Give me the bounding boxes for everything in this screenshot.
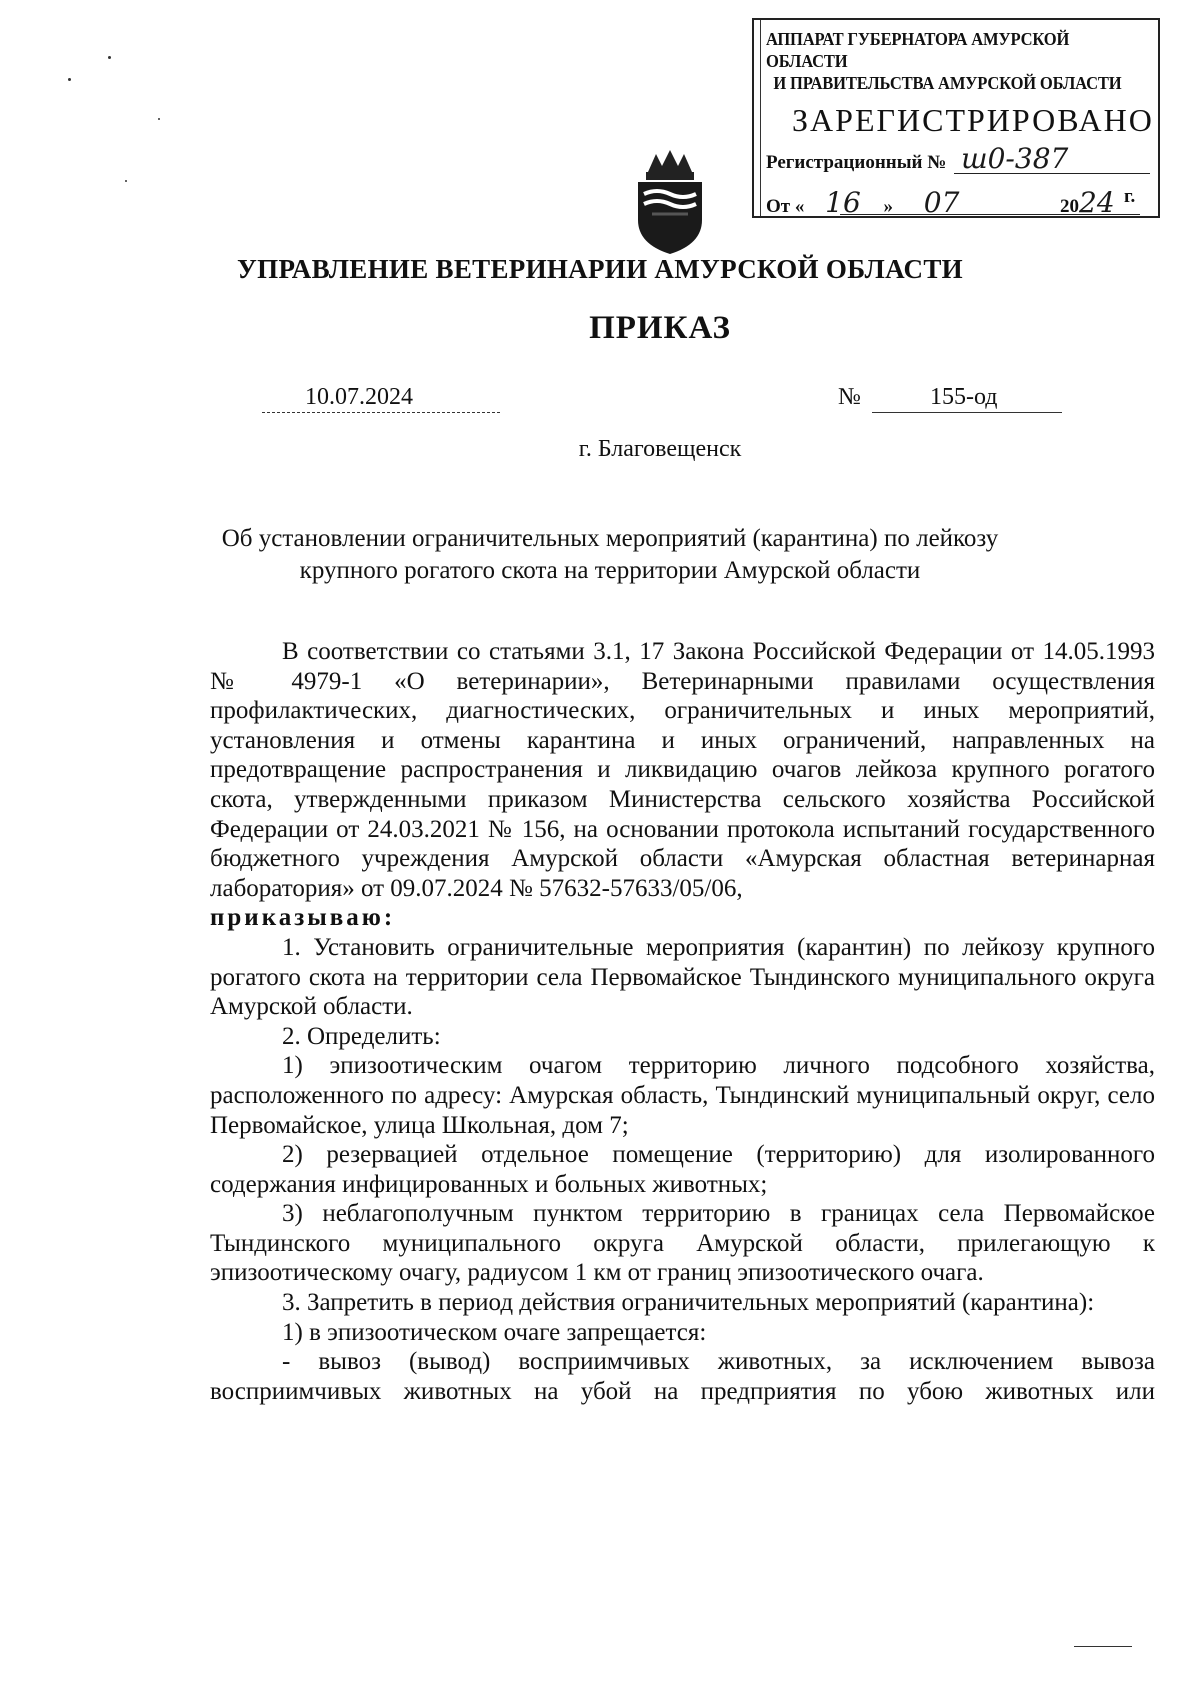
order-directive: приказываю:	[210, 904, 396, 932]
stamp-reg-row	[766, 142, 1068, 175]
number-sign: №	[838, 384, 861, 410]
item-2-1: 1) эпизоотическим очагом территорию личного подсобного хозяйства, расположенного по адресу: Амурская область, Тындинский муниципальный округ, село Первомайское, улица Школьная, дом 7;	[210, 1052, 1155, 1139]
preamble-paragraph: В соответствии со статьями 3.1, 17 Закона Российской Федерации от 14.05.1993 № 4979-1 «О ветеринарии», Ветеринарными правилами осуществления профилактических, диагностических, ограничительных и иных мероприятий, установления и отмены карантина и иных ограничений, направленных на предотвращение распространения и ликвидацию очагов лейкоза крупного рогатого скота, утвержденными приказом Министерства сельского хозяйства Российской Федерации от 24.03.2021 № 156, на основании протокола испытаний государственного бюджетного учреждения Амурской области «Амурская областная ветеринарная лаборатория» от 09.07.2024 № 57632-57633/05/06,	[210, 638, 1155, 902]
date-underline	[262, 412, 500, 413]
coat-of-arms-icon	[628, 148, 712, 256]
page-footer-line	[1074, 1646, 1132, 1647]
stamp-org-line2: И ПРАВИТЕЛЬСТВА АМУРСКОЙ ОБЛАСТИ	[773, 73, 1122, 93]
subject-line1: Об установлении ограничительных мероприятий (карантина) по лейкозу	[221, 525, 999, 552]
speck	[158, 118, 160, 120]
city: г. Благовещенск	[578, 436, 742, 462]
order-date: 10.07.2024	[305, 384, 413, 410]
item-2-2: 2) резервацией отдельное помещение (территорию) для изолированного содержания инфицированных и больных животных;	[210, 1141, 1155, 1198]
stamp-reg-number: ш0-387	[961, 142, 1069, 175]
stamp-org-line1: АППАРАТ ГУБЕРНАТОРА АМУРСКОЙ ОБЛАСТИ	[766, 29, 1070, 71]
stamp-year-unit: г.	[1124, 186, 1136, 207]
order-number: 155-од	[930, 384, 998, 410]
agency-heading: УПРАВЛЕНИЕ ВЕТЕРИНАРИИ АМУРСКОЙ ОБЛАСТИ	[237, 254, 963, 284]
item-2: 2. Определить:	[282, 1022, 441, 1050]
stamp-reg-underline	[954, 173, 1150, 174]
subject-line2: крупного рогатого скота на территории Амурской области	[299, 557, 921, 584]
stamp-day-close: »	[883, 196, 894, 217]
item-1: 1. Установить ограничительные мероприятия (карантин) по лейкозу крупного рогатого скота на территории села Первомайское Тындинского муниципального округа Амурской области.	[210, 933, 1155, 1021]
order-body	[210, 637, 1155, 1406]
stamp-day: 16	[825, 186, 861, 219]
speck	[68, 78, 71, 81]
number-underline	[872, 412, 1062, 413]
item-3-1-a: - вывоз (вывод) восприимчивых животных, за исключением вывоза восприимчивых животных на убой на предприятия по убою животных или	[210, 1348, 1155, 1405]
item-2-3: 3) неблагополучным пунктом территорию в границах села Первомайское Тындинского муниципального округа Амурской области, прилегающую к эпизоотическому очагу, радиусом 1 км от границ эпизоотического очага.	[210, 1200, 1155, 1287]
stamp-from-label: От «	[766, 196, 805, 217]
stamp-organization	[766, 28, 1125, 94]
speck	[125, 180, 127, 182]
stamp-year-suffix: 24	[1079, 186, 1115, 219]
document-type: ПРИКАЗ	[589, 310, 731, 346]
stamp-year-prefix: 20	[1060, 196, 1079, 217]
stamp-month: 07	[923, 186, 960, 219]
stamp-reg-label: Регистрационный №	[766, 152, 947, 173]
registration-stamp	[752, 18, 1160, 218]
stamp-title: ЗАРЕГИСТРИРОВАНО	[792, 102, 1154, 138]
item-3-1: 1) в эпизоотическом очаге запрещается:	[282, 1318, 707, 1346]
stamp-date-underline	[840, 214, 1140, 215]
order-subject	[180, 523, 1040, 587]
speck	[108, 56, 111, 59]
item-3: 3. Запретить в период действия ограничительных мероприятий (карантина):	[282, 1289, 1095, 1317]
